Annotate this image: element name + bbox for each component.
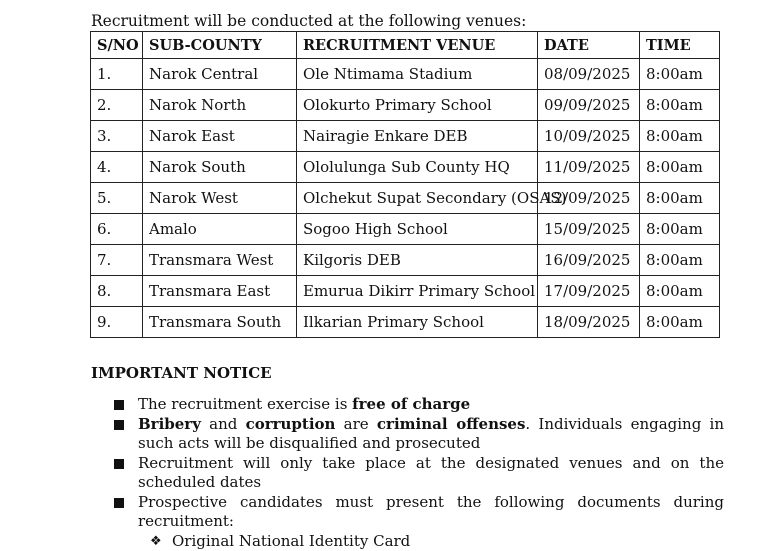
cell-sno: 3. xyxy=(91,121,143,152)
cell-time: 8:00am xyxy=(640,121,720,152)
cell-venue: Nairagie Enkare DEB xyxy=(297,121,538,152)
table-row xyxy=(91,245,720,276)
header-sno: S/NO xyxy=(91,32,143,59)
notice-item-free xyxy=(112,395,724,415)
cell-sub-county: Narok North xyxy=(143,90,297,121)
cell-time: 8:00am xyxy=(640,152,720,183)
cell-venue: Kilgoris DEB xyxy=(297,245,538,276)
cell-time: 8:00am xyxy=(640,59,720,90)
cell-venue: Sogoo High School xyxy=(297,214,538,245)
notice-item-emphasis: corruption xyxy=(246,415,336,433)
cell-sno: 1. xyxy=(91,59,143,90)
header-venue: RECRUITMENT VENUE xyxy=(297,32,538,59)
cell-venue: Ole Ntimama Stadium xyxy=(297,59,538,90)
cell-time: 8:00am xyxy=(640,90,720,121)
cell-sno: 5. xyxy=(91,183,143,214)
notice-item-text: . Individuals engaging in such acts will be disqualified and prosecuted xyxy=(138,415,724,453)
square-bullet-icon xyxy=(114,420,124,430)
table-row xyxy=(91,307,720,338)
cell-sno: 2. xyxy=(91,90,143,121)
cell-date: 16/09/2025 xyxy=(538,245,640,276)
cell-sno: 8. xyxy=(91,276,143,307)
notice-item-text: and xyxy=(201,415,246,433)
header-time: TIME xyxy=(640,32,720,59)
cell-venue: Olchekut Supat Secondary (OSAS) xyxy=(297,183,538,214)
notice-item-text: are xyxy=(335,415,376,433)
header-sub-county: SUB-COUNTY xyxy=(143,32,297,59)
table-header-row xyxy=(91,32,720,59)
table-row xyxy=(91,183,720,214)
cell-date: 12/09/2025 xyxy=(538,183,640,214)
table-row xyxy=(91,276,720,307)
venues-table xyxy=(90,31,720,338)
cell-sno: 9. xyxy=(91,307,143,338)
cell-sub-county: Narok South xyxy=(143,152,297,183)
table-row xyxy=(91,90,720,121)
cell-date: 08/09/2025 xyxy=(538,59,640,90)
table-row xyxy=(91,152,720,183)
cell-sub-county: Transmara West xyxy=(143,245,297,276)
square-bullet-icon xyxy=(114,459,124,469)
notice-item-bribery xyxy=(112,415,724,454)
cell-sub-county: Amalo xyxy=(143,214,297,245)
notice-list xyxy=(112,395,724,551)
cell-sno: 7. xyxy=(91,245,143,276)
cell-sub-county: Transmara South xyxy=(143,307,297,338)
cell-date: 10/09/2025 xyxy=(538,121,640,152)
document-item-text: Original National Identity Card xyxy=(172,532,410,550)
notice-item-venues xyxy=(112,454,724,493)
cell-time: 8:00am xyxy=(640,183,720,214)
cell-sub-county: Narok Central xyxy=(143,59,297,90)
cell-sub-county: Narok West xyxy=(143,183,297,214)
cell-time: 8:00am xyxy=(640,307,720,338)
intro-text: Recruitment will be conducted at the following venues: xyxy=(91,11,526,31)
notice-item-text: Prospective candidates must present the following documents during recruitment: xyxy=(138,493,724,531)
notice-item-text: The recruitment exercise is xyxy=(138,395,352,413)
cell-time: 8:00am xyxy=(640,214,720,245)
cell-time: 8:00am xyxy=(640,276,720,307)
notice-item-emphasis: Bribery xyxy=(138,415,201,433)
table-row xyxy=(91,59,720,90)
cell-date: 18/09/2025 xyxy=(538,307,640,338)
table-body xyxy=(91,59,720,338)
square-bullet-icon xyxy=(114,498,124,508)
cell-venue: Emurua Dikirr Primary School xyxy=(297,276,538,307)
cell-sno: 4. xyxy=(91,152,143,183)
cell-sub-county: Narok East xyxy=(143,121,297,152)
notice-item-emphasis: criminal offenses xyxy=(377,415,526,433)
header-date: DATE xyxy=(538,32,640,59)
cell-venue: Ololulunga Sub County HQ xyxy=(297,152,538,183)
notice-title: IMPORTANT NOTICE xyxy=(91,363,272,383)
notice-item-emphasis: free of charge xyxy=(352,395,470,413)
diamond-bullet-icon: ❖ xyxy=(150,532,162,551)
cell-sno: 6. xyxy=(91,214,143,245)
table-row xyxy=(91,121,720,152)
cell-venue: Olokurto Primary School xyxy=(297,90,538,121)
notice-item-documents xyxy=(112,493,724,551)
cell-time: 8:00am xyxy=(640,245,720,276)
cell-date: 17/09/2025 xyxy=(538,276,640,307)
document-item xyxy=(138,532,724,551)
cell-date: 15/09/2025 xyxy=(538,214,640,245)
square-bullet-icon xyxy=(114,400,124,410)
cell-venue: Ilkarian Primary School xyxy=(297,307,538,338)
cell-date: 11/09/2025 xyxy=(538,152,640,183)
notice-item-text: Recruitment will only take place at the designated venues and on the scheduled dates xyxy=(138,454,724,492)
table-row xyxy=(91,214,720,245)
cell-sub-county: Transmara East xyxy=(143,276,297,307)
cell-date: 09/09/2025 xyxy=(538,90,640,121)
